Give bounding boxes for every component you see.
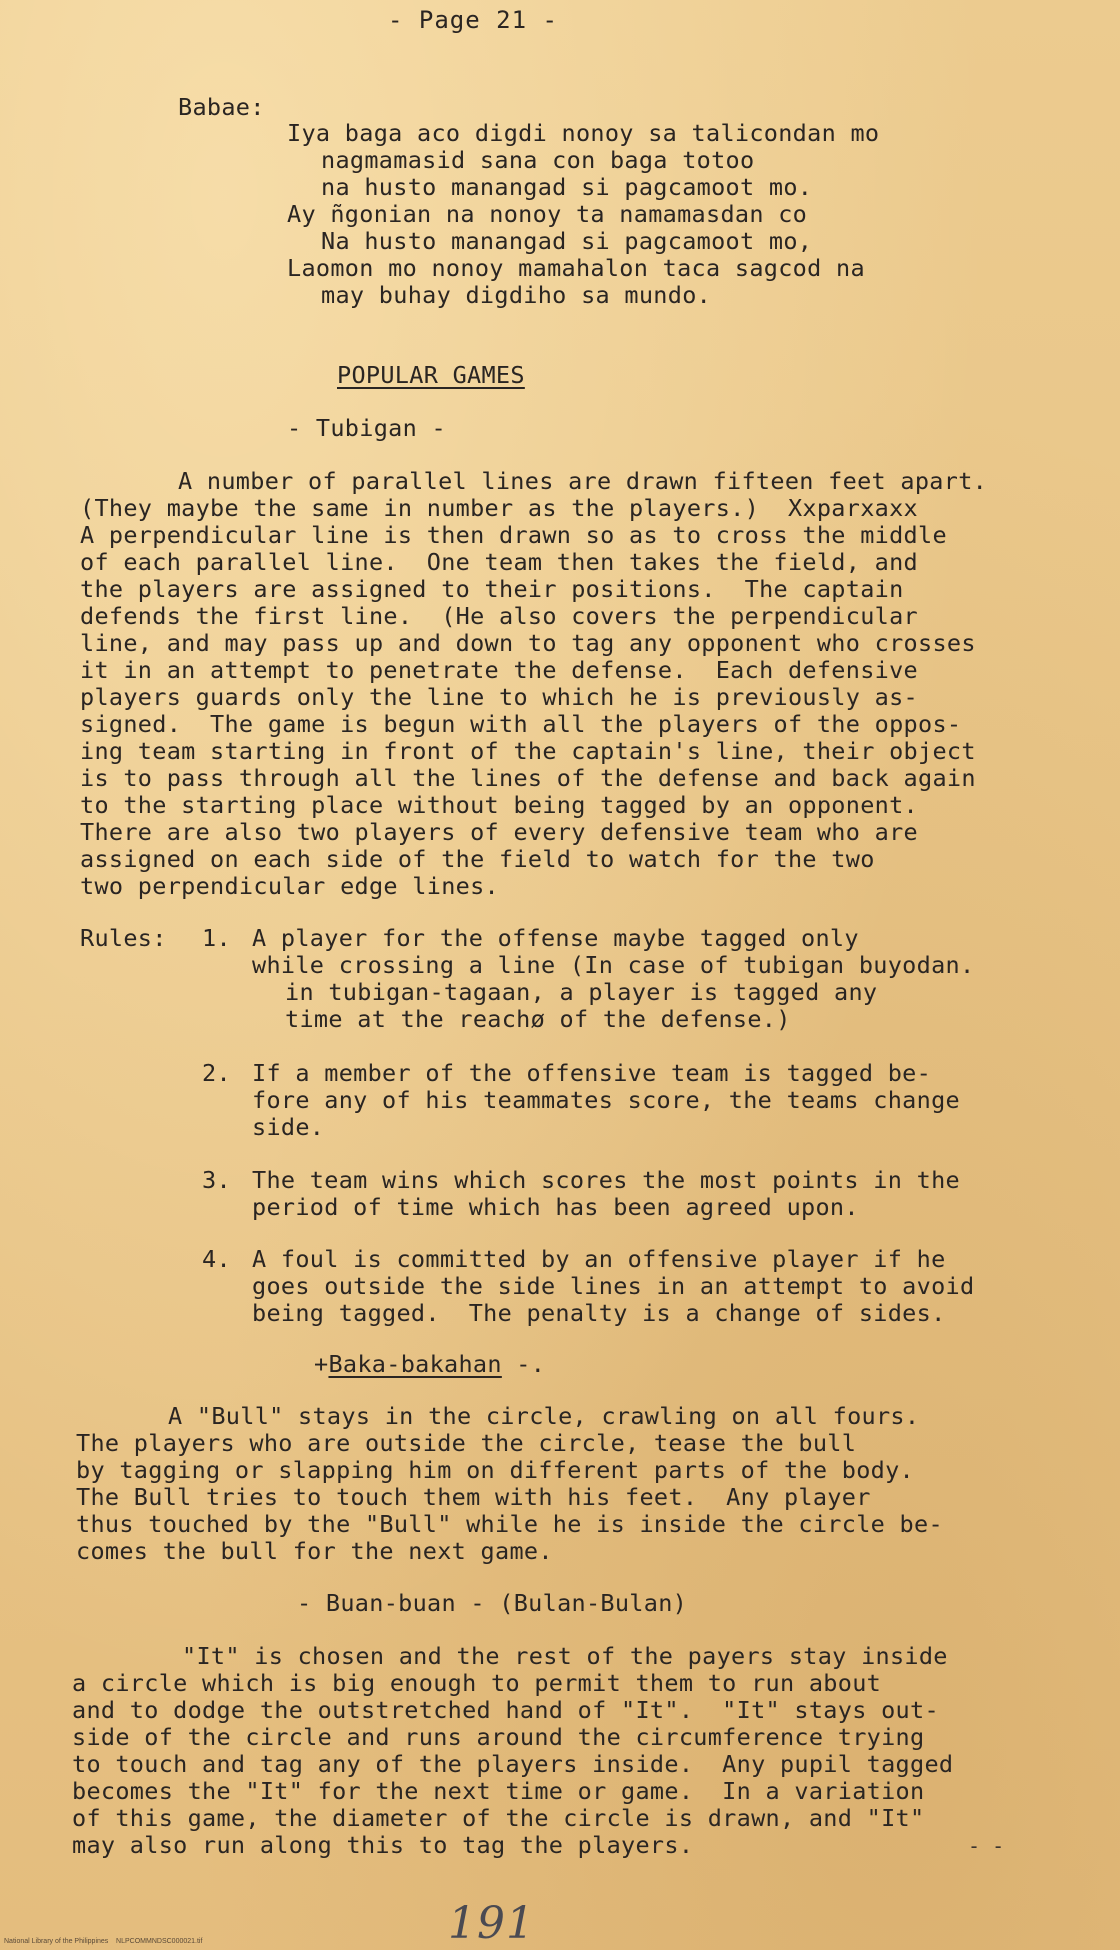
rule-line: in tubigan-tagaan, a player is tagged any [285, 978, 878, 1006]
handwritten-page-number: 191 [448, 1898, 535, 1949]
rules-label: Rules: [80, 924, 167, 952]
section-title: POPULAR GAMES [337, 361, 525, 389]
verse-line: na husto manangad si pagcamoot mo. [321, 173, 813, 201]
paragraph-line: players guards only the line to which he is previously as- [80, 683, 918, 711]
rule-number: 2. [202, 1059, 231, 1087]
rule-number: 4. [202, 1245, 231, 1273]
stray-marks: - - [968, 1834, 1005, 1858]
paragraph-line: of each parallel line. One team then takes the field, and [80, 548, 918, 576]
game-title-tubigan: - Tubigan - [287, 414, 446, 442]
paragraph-line: A perpendicular line is then drawn so as to cross the middle [80, 521, 947, 549]
rule-line: A player for the offense maybe tagged only [252, 924, 859, 952]
game-title-baka-bakahan [314, 1351, 545, 1378]
babae-label: Babae: [178, 93, 265, 121]
paragraph-line: The players who are outside the circle, tease the bull [76, 1429, 857, 1457]
rule-line: The team wins which scores the most points in the [252, 1166, 960, 1194]
verse-line: Na husto manangad si pagcamoot mo, [321, 227, 813, 255]
paragraph-line: comes the bull for the next game. [76, 1537, 553, 1565]
paragraph-line: a circle which is big enough to permit them to run about [72, 1669, 882, 1697]
paragraph-line: of this game, the diameter of the circle is drawn, and "It" [72, 1804, 925, 1832]
rule-line: If a member of the offensive team is tagged be- [252, 1059, 932, 1087]
paragraph-line: to the starting place without being tagged by an opponent. [80, 791, 918, 819]
paragraph-line: by tagging or slapping him on different parts of the body. [76, 1456, 914, 1484]
paragraph-line: (They maybe the same in number as the players.) Xxparxaxx [80, 494, 918, 522]
rule-line: fore any of his teammates score, the teams change [252, 1086, 960, 1114]
paragraph-line: ing team starting in front of the captain's line, their object [80, 737, 976, 765]
rule-line: goes outside the side lines in an attempt to avoid [252, 1272, 975, 1300]
archive-footer: National Library of the Philippines NLPCOMMNDSC000021.tif [4, 1938, 203, 1945]
paragraph-line: it in an attempt to penetrate the defense. Each defensive [80, 656, 918, 684]
verse-line: nagmamasid sana con baga totoo [321, 146, 755, 174]
paragraph-line: the players are assigned to their positions. The captain [80, 575, 904, 603]
rule-number: 3. [202, 1166, 231, 1194]
paragraph-line: signed. The game is begun with all the players of the oppos- [80, 710, 962, 738]
paragraph-line: A number of parallel lines are drawn fifteen feet apart. [178, 467, 988, 495]
paragraph-line: and to dodge the outstretched hand of "It". "It" stays out- [72, 1696, 939, 1724]
paragraph-line: two perpendicular edge lines. [80, 872, 499, 900]
paragraph-line: "It" is chosen and the rest of the payers stay inside [182, 1642, 948, 1670]
verse-line: Ay ñgonian na nonoy ta namamasdan co [287, 200, 808, 228]
paragraph-line: defends the first line. (He also covers the perpendicular [80, 602, 918, 630]
paragraph-line: becomes the "It" for the next time or game. In a variation [72, 1777, 925, 1805]
rule-line: side. [252, 1113, 325, 1141]
verse-line: Iya baga aco digdi nonoy sa talicondan mo [287, 119, 880, 147]
paragraph-line: A "Bull" stays in the circle, crawling on all fours. [168, 1402, 920, 1430]
paragraph-line: is to pass through all the lines of the defense and back again [80, 764, 976, 792]
rule-line: being tagged. The penalty is a change of sides. [252, 1299, 946, 1327]
title-text: Baka-bakahan [328, 1350, 502, 1378]
paragraph-line: There are also two players of every defensive team who are [80, 818, 918, 846]
paragraph-line: side of the circle and runs around the circumference trying [72, 1723, 925, 1751]
page-header: - Page 21 - [388, 6, 558, 34]
game-title-buan-buan: - Buan-buan - (Bulan-Bulan) [297, 1589, 688, 1617]
paragraph-line: may also run along this to tag the players. [72, 1831, 694, 1859]
paragraph-line: line, and may pass up and down to tag any opponent who crosses [80, 629, 976, 657]
rule-line: A foul is committed by an offensive player if he [252, 1245, 946, 1273]
title-suffix-mark: -. [501, 1350, 546, 1378]
paragraph-line: The Bull tries to touch them with his feet. Any player [76, 1483, 871, 1511]
rule-line: period of time which has been agreed upon. [252, 1193, 859, 1221]
paragraph-line: to touch and tag any of the players inside. Any pupil tagged [72, 1750, 954, 1778]
rule-line: while crossing a line (In case of tubigan buyodan. [252, 951, 975, 979]
verse-line: Laomon mo nonoy mamahalon taca sagcod na [287, 254, 865, 282]
verse-line: may buhay digdiho sa mundo. [321, 281, 712, 309]
title-prefix-mark: + [314, 1350, 329, 1378]
paragraph-line: assigned on each side of the field to watch for the two [80, 845, 875, 873]
paragraph-line: thus touched by the "Bull" while he is inside the circle be- [76, 1510, 943, 1538]
rule-line: time at the reachø of the defense.) [285, 1005, 791, 1033]
rule-number: 1. [202, 924, 231, 952]
